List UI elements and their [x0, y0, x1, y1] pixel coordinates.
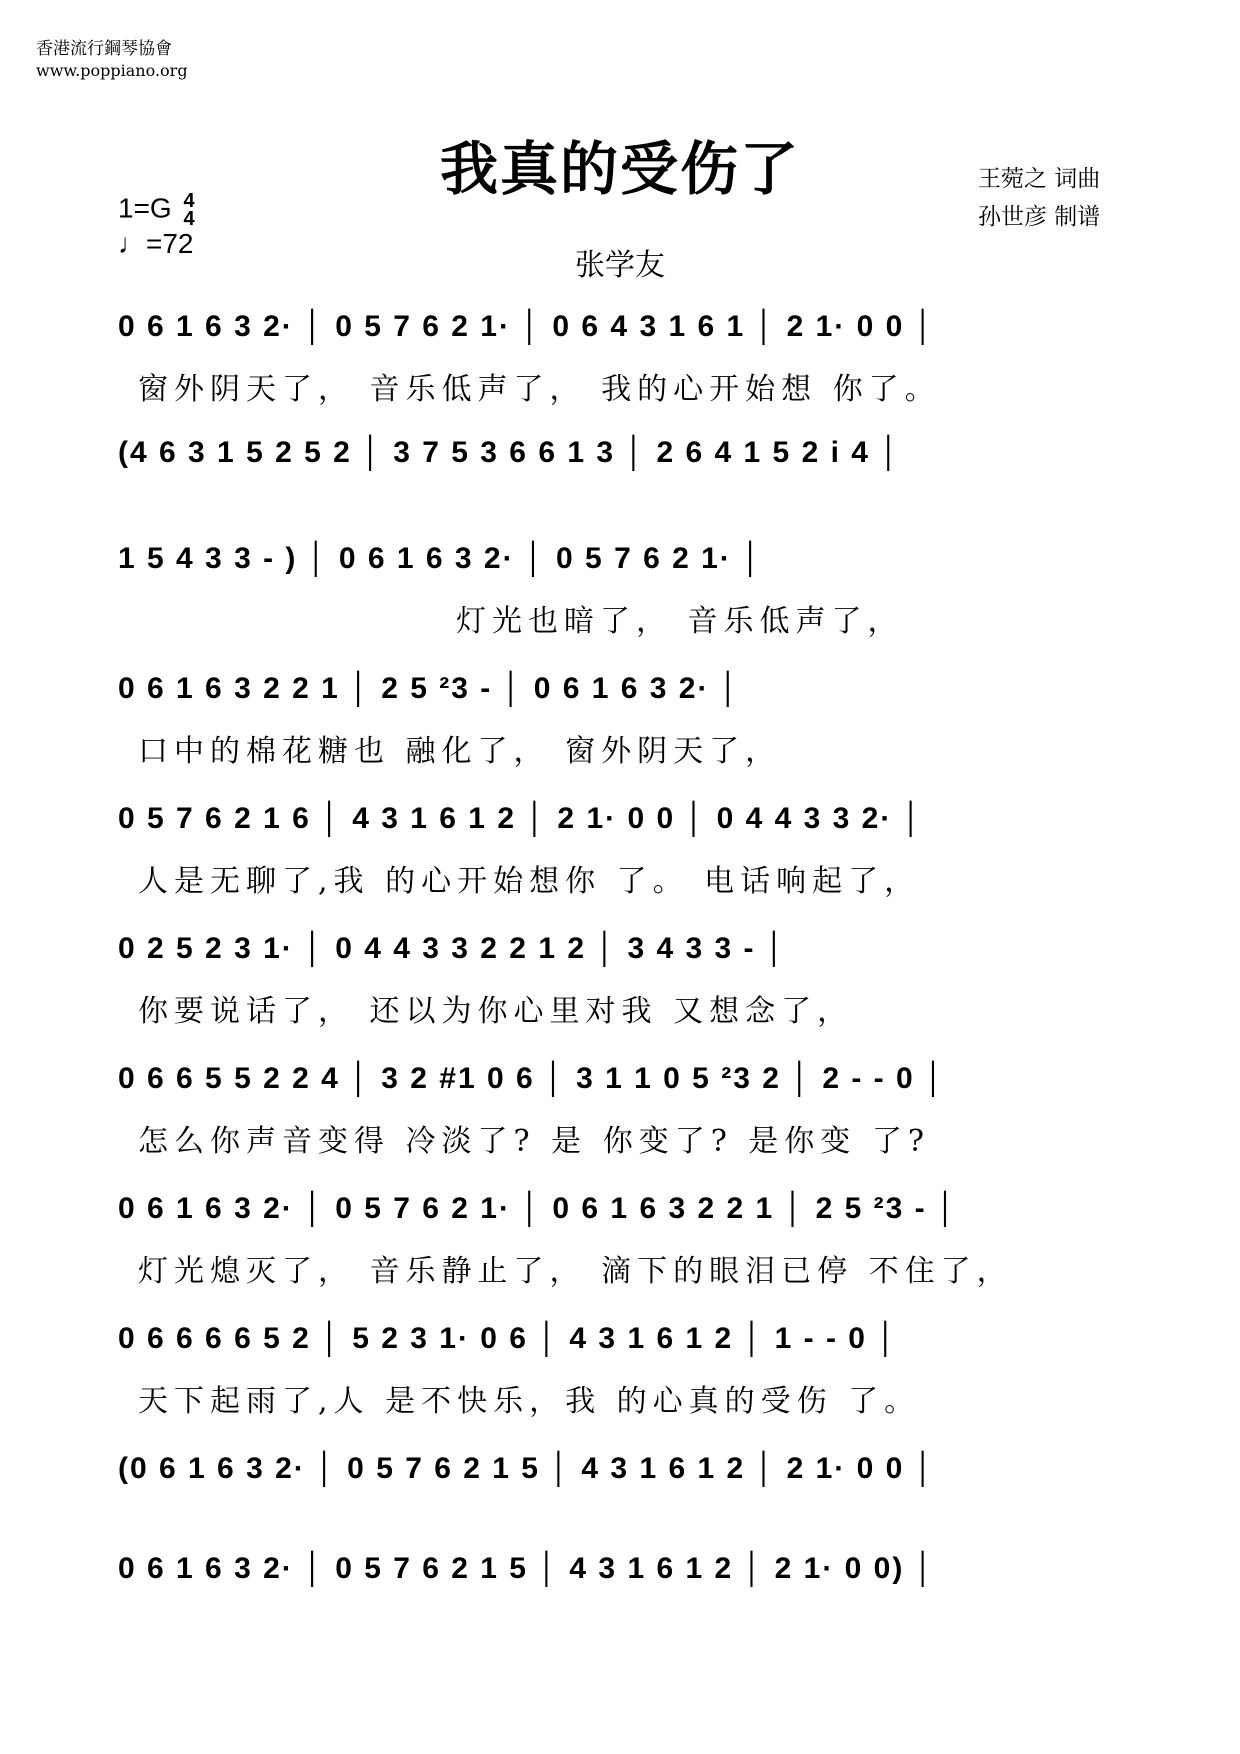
- score-system: [118, 538, 1130, 639]
- notation-line: 0 6 6 5 5 2 2 4 │ 3 2 #1 0 6 │ 3 1 1 0 5 ²3 2 │ 2 - - 0 │: [118, 1062, 946, 1095]
- score-system: [118, 928, 1130, 1029]
- score-system: [118, 668, 1130, 769]
- tempo: ♩=72: [118, 228, 194, 259]
- notation-line: 0 6 1 6 3 2· │ 0 5 7 6 2 1 5 │ 4 3 1 6 1 2 │ 2 1· 0 0) │: [118, 1552, 936, 1585]
- notation-line: (4 6 3 1 5 2 5 2 │ 3 7 5 3 6 6 1 3 │ 2 6 4 1 5 2 i 4 │: [118, 436, 902, 469]
- notation-line: 0 6 1 6 3 2· │ 0 5 7 6 2 1· │ 0 6 4 3 1 6 1 │ 2 1· 0 0 │: [118, 310, 936, 343]
- score-system: [118, 1318, 1130, 1419]
- song-title: 我真的受伤了: [439, 135, 800, 203]
- notation-line: 0 6 1 6 3 2 2 1 │ 2 5 ²3 - │ 0 6 1 6 3 2· │: [118, 672, 741, 705]
- lyrics-line: 你要说话了， 还以为你心里对我 又想念了，: [138, 994, 854, 1029]
- score-system: [118, 1188, 1130, 1289]
- score-system: [118, 432, 1130, 478]
- time-top: 4: [183, 190, 195, 212]
- notation-line: (0 6 1 6 3 2· │ 0 5 7 6 2 1 5 │ 4 3 1 6 1 2 │ 2 1· 0 0 │: [118, 1452, 936, 1485]
- lyrics-line: 窗外阴天了， 音乐低声了， 我的心开始想 你了。: [138, 372, 941, 407]
- notation-line: 0 6 1 6 3 2· │ 0 5 7 6 2 1· │ 0 6 1 6 3 2 2 1 │ 2 5 ²3 - │: [118, 1192, 958, 1225]
- arranger: 孙世彦 制谱: [978, 204, 1101, 230]
- lyricist-composer: 王菀之 词曲: [978, 166, 1101, 192]
- score-system: [118, 1448, 1130, 1494]
- association-name: 香港流行鋼琴協會: [36, 39, 172, 59]
- lyrics-line: 灯光熄灭了， 音乐静止了， 滴下的眼泪已停 不住了，: [138, 1254, 1013, 1289]
- credits: [978, 160, 1100, 236]
- time-signature: [183, 192, 194, 228]
- notation-line: 0 6 6 6 6 5 2 │ 5 2 3 1· 0 6 │ 4 3 1 6 1 2 │ 1 - - 0 │: [118, 1322, 899, 1355]
- publisher-header: [36, 38, 188, 82]
- key: 1=G: [118, 192, 172, 224]
- score-system: [118, 306, 1130, 407]
- lyrics-line: 怎么你声音变得 冷淡了? 是 你变了? 是你变 了?: [138, 1124, 930, 1159]
- score-system: [118, 1058, 1130, 1159]
- notation-line: 0 2 5 2 3 1· │ 0 4 4 3 3 2 2 1 2 │ 3 4 3 3 - │: [118, 932, 787, 965]
- lyrics-line: 口中的棉花糖也 融化了， 窗外阴天了，: [138, 734, 782, 769]
- lyrics-line: 灯光也暗了， 音乐低声了，: [456, 604, 904, 639]
- lyrics-line: 人是无聊了,我 的心开始想你 了。 电话响起了，: [138, 864, 921, 899]
- notation-line: 1 5 4 3 3 - ) │ 0 6 1 6 3 2· │ 0 5 7 6 2 1· │: [118, 542, 763, 575]
- singer-name: 张学友: [575, 248, 665, 283]
- lyrics-line: 天下起雨了,人 是不快乐，我 的心真的受伤 了。: [138, 1384, 921, 1419]
- score-system: [118, 1548, 1130, 1594]
- time-bottom: 4: [183, 208, 195, 230]
- website-url: www.poppiano.org: [36, 61, 188, 80]
- notation-line: 0 5 7 6 2 1 6 │ 4 3 1 6 1 2 │ 2 1· 0 0 │ 0 4 4 3 3 2· │: [118, 802, 924, 835]
- score-system: [118, 798, 1130, 899]
